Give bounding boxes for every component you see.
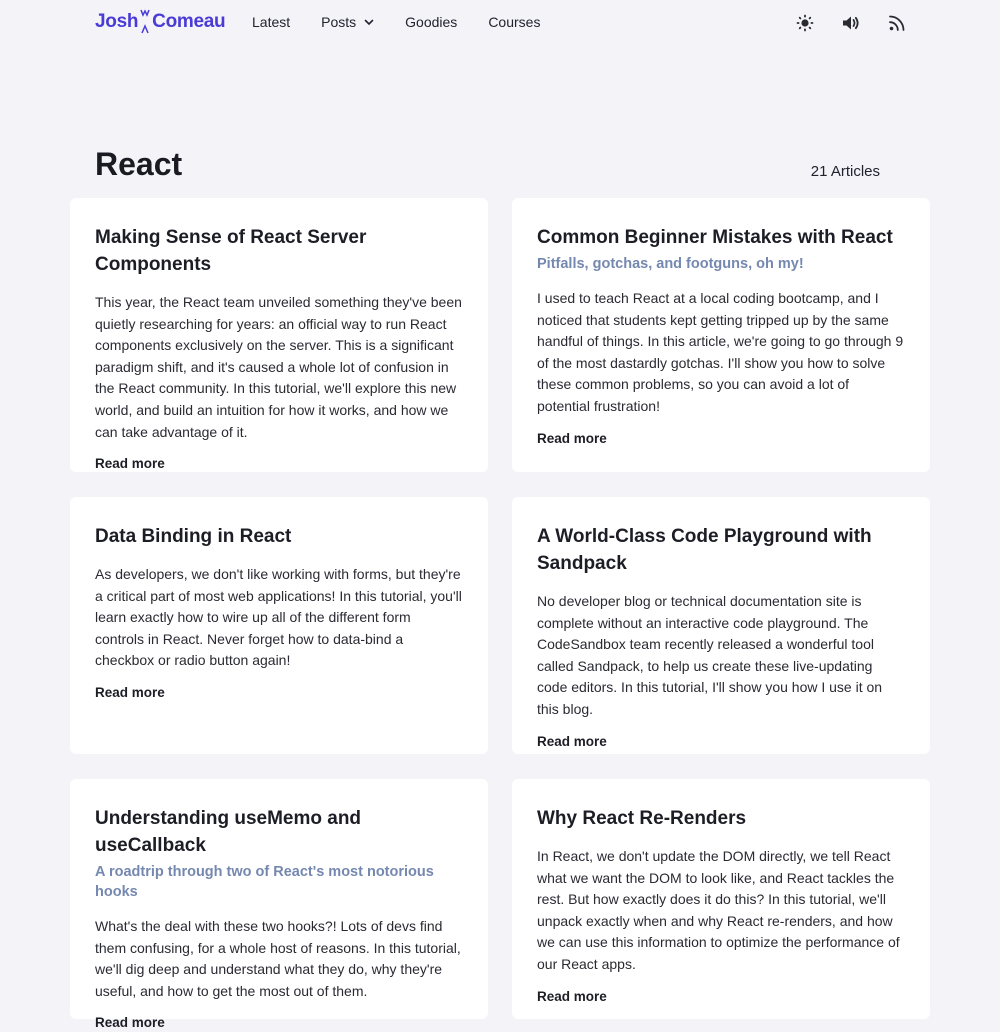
logo-mark-icon (140, 8, 150, 34)
site-logo[interactable] (95, 8, 225, 36)
nav-goodies-label: Goodies (405, 14, 458, 30)
article-title[interactable]: Why React Re-Renders (537, 808, 747, 829)
article-card (70, 497, 488, 754)
article-card (512, 779, 930, 1019)
read-more-link[interactable]: Read more (95, 456, 165, 472)
logo-second: Comeau (152, 11, 226, 32)
read-more-link[interactable]: Read more (95, 1015, 165, 1031)
article-subtitle: A roadtrip through two of React's most notorious hooks (95, 864, 434, 900)
logo-first: Josh (95, 11, 139, 32)
nav-goodies[interactable] (405, 14, 457, 30)
nav-courses[interactable] (488, 14, 540, 30)
article-title[interactable]: Data Binding in React (95, 526, 292, 547)
article-title[interactable]: Common Beginner Mistakes with React (537, 227, 893, 248)
read-more-link[interactable]: Read more (95, 684, 165, 700)
read-more-link[interactable]: Read more (537, 733, 607, 749)
article-card (70, 198, 488, 472)
speaker-icon[interactable] (841, 13, 861, 33)
header-actions (795, 13, 907, 33)
article-excerpt: In React, we don't update the DOM directly, we tell React what we want the DOM to look like, and React tackles the rest. But how exactly does it do this? In this tutorial, we'll unpack exactly when and why React re-renders, and how we can use this information to optimize the performance of our React apps. (537, 848, 900, 972)
sun-icon[interactable] (795, 13, 815, 33)
article-excerpt: This year, the React team unveiled something they've been quietly researching for years: an official way to run React components exclusively on the server. This is a significant paradigm shift, and it's caused a whole lot of confusion in the React community. In this tutorial, we'll explore this new world, and build an intuition for how it works, and how we can take advantage of it. (95, 294, 462, 440)
nav-courses-label: Courses (488, 14, 541, 30)
nav-posts[interactable] (321, 14, 374, 30)
chevron-down-icon (364, 17, 374, 27)
logo-mark (140, 8, 150, 34)
article-subtitle: Pitfalls, gotchas, and footguns, oh my! (537, 256, 804, 272)
article-excerpt: I used to teach React at a local coding bootcamp, and I noticed that students kept getting tripped up by the same handful of things. In this article, we're going to go through 9 of the most dastardly gotchas. I'll show you how to solve these common problems, so you can avoid a lot of potential frustration! (537, 290, 904, 414)
nav-latest-label: Latest (252, 14, 291, 30)
site-header (0, 0, 1000, 46)
article-title[interactable]: A World-Class Code Playground with Sandpack (537, 526, 872, 574)
article-title[interactable]: Making Sense of React Server Components (95, 227, 367, 275)
article-card (70, 779, 488, 1031)
nav-posts-label: Posts (321, 14, 357, 30)
read-more-link[interactable]: Read more (537, 430, 607, 446)
article-excerpt: What's the deal with these two hooks?! Lots of devs find them confusing, for a whole host of reasons. In this tutorial, we'll dig deep and understand what they do, why they're useful, and how to get the most out of them. (95, 918, 461, 999)
page-title: React (95, 146, 183, 182)
article-excerpt: As developers, we don't like working with forms, but they're a critical part of most web applications! In this tutorial, you'll learn exactly how to wire up all of the different form controls in React. Never forget how to data-bind a checkbox or radio button again! (95, 566, 462, 669)
nav-latest[interactable] (252, 14, 290, 30)
article-card (512, 497, 930, 754)
article-excerpt: No developer blog or technical documentation site is complete without an interactive code playground. The CodeSandbox team recently released a wonderful tool called Sandpack, to help us create these live-updating code editors. In this tutorial, I'll show you how I use it on this blog. (537, 593, 883, 717)
article-count: 21 Articles (810, 163, 880, 180)
article-card (512, 198, 930, 472)
read-more-link[interactable]: Read more (537, 988, 607, 1004)
rss-icon[interactable] (887, 13, 907, 33)
main-nav (252, 14, 540, 30)
article-title[interactable]: Understanding useMemo and useCallback (95, 808, 362, 856)
